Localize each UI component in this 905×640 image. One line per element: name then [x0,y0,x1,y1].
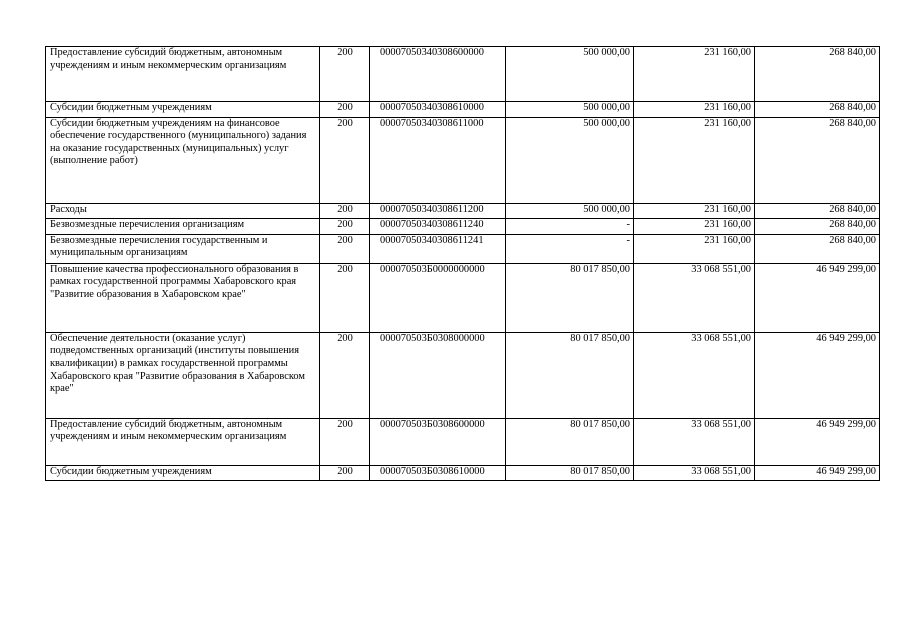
row-plan: 500 000,00 [506,203,634,219]
row-name: Расходы [46,203,320,219]
table-row [46,234,880,263]
row-remaining: 268 840,00 [755,102,880,118]
row-remaining: 268 840,00 [755,234,880,263]
row-kbk: 00007050340308600000 [370,47,506,102]
row-name: Субсидии бюджетным учреждениям [46,102,320,118]
row-name: Безвозмездные перечисления организациям [46,219,320,235]
row-code: 200 [320,203,370,219]
row-kbk: 000070503Б0308600000 [370,418,506,465]
row-name: Предоставление субсидий бюджетным, автономным учреждениям и иным некоммерческим организациям [46,47,320,102]
row-kbk: 00007050340308611000 [370,117,506,203]
row-code: 200 [320,117,370,203]
row-kbk: 000070503Б0308000000 [370,332,506,418]
row-name: Субсидии бюджетным учреждениям [46,465,320,481]
row-executed: 231 160,00 [634,219,755,235]
row-kbk: 00007050340308610000 [370,102,506,118]
row-name: Обеспечение деятельности (оказание услуг) подведомственных организаций (институты повышения квалификации) в рамках государственной программы Хабаровского края "Развитие образования в Хабаровском крае" [46,332,320,418]
row-remaining: 268 840,00 [755,219,880,235]
row-code: 200 [320,234,370,263]
row-name: Повышение качества профессионального образования в рамках государственной программы Хабаровского края "Развитие образования в Хабаровском крае" [46,263,320,332]
row-plan: - [506,234,634,263]
table-row [46,465,880,481]
row-kbk: 00007050340308611200 [370,203,506,219]
row-executed: 33 068 551,00 [634,418,755,465]
row-remaining: 46 949 299,00 [755,418,880,465]
row-remaining: 46 949 299,00 [755,263,880,332]
table-row [46,117,880,203]
row-plan: 80 017 850,00 [506,418,634,465]
row-executed: 231 160,00 [634,47,755,102]
row-name: Предоставление субсидий бюджетным, автономным учреждениям и иным некоммерческим организациям [46,418,320,465]
row-code: 200 [320,418,370,465]
table-row [46,47,880,102]
row-plan: - [506,219,634,235]
row-remaining: 46 949 299,00 [755,332,880,418]
row-executed: 231 160,00 [634,203,755,219]
row-remaining: 268 840,00 [755,117,880,203]
row-name: Безвозмездные перечисления государственным и муниципальным организациям [46,234,320,263]
row-code: 200 [320,332,370,418]
row-code: 200 [320,102,370,118]
row-code: 200 [320,465,370,481]
table-row [46,102,880,118]
row-plan: 500 000,00 [506,102,634,118]
row-remaining: 46 949 299,00 [755,465,880,481]
budget-execution-table [45,46,880,481]
row-executed: 231 160,00 [634,102,755,118]
row-remaining: 268 840,00 [755,47,880,102]
row-code: 200 [320,47,370,102]
row-plan: 80 017 850,00 [506,263,634,332]
table-row [46,332,880,418]
row-code: 200 [320,219,370,235]
row-executed: 33 068 551,00 [634,263,755,332]
row-executed: 33 068 551,00 [634,465,755,481]
row-executed: 231 160,00 [634,234,755,263]
row-kbk: 00007050340308611241 [370,234,506,263]
row-executed: 33 068 551,00 [634,332,755,418]
row-executed: 231 160,00 [634,117,755,203]
row-plan: 80 017 850,00 [506,465,634,481]
row-name: Субсидии бюджетным учреждениям на финансовое обеспечение государственного (муниципального) задания на оказание государственных (муниципальных) услуг (выполнение работ) [46,117,320,203]
row-kbk: 000070503Б0308610000 [370,465,506,481]
row-plan: 500 000,00 [506,117,634,203]
row-kbk: 000070503Б0000000000 [370,263,506,332]
row-kbk: 00007050340308611240 [370,219,506,235]
table-body [46,47,880,481]
row-plan: 500 000,00 [506,47,634,102]
row-code: 200 [320,263,370,332]
table-row [46,203,880,219]
row-plan: 80 017 850,00 [506,332,634,418]
table-row [46,418,880,465]
row-remaining: 268 840,00 [755,203,880,219]
table-row [46,263,880,332]
table-row [46,219,880,235]
